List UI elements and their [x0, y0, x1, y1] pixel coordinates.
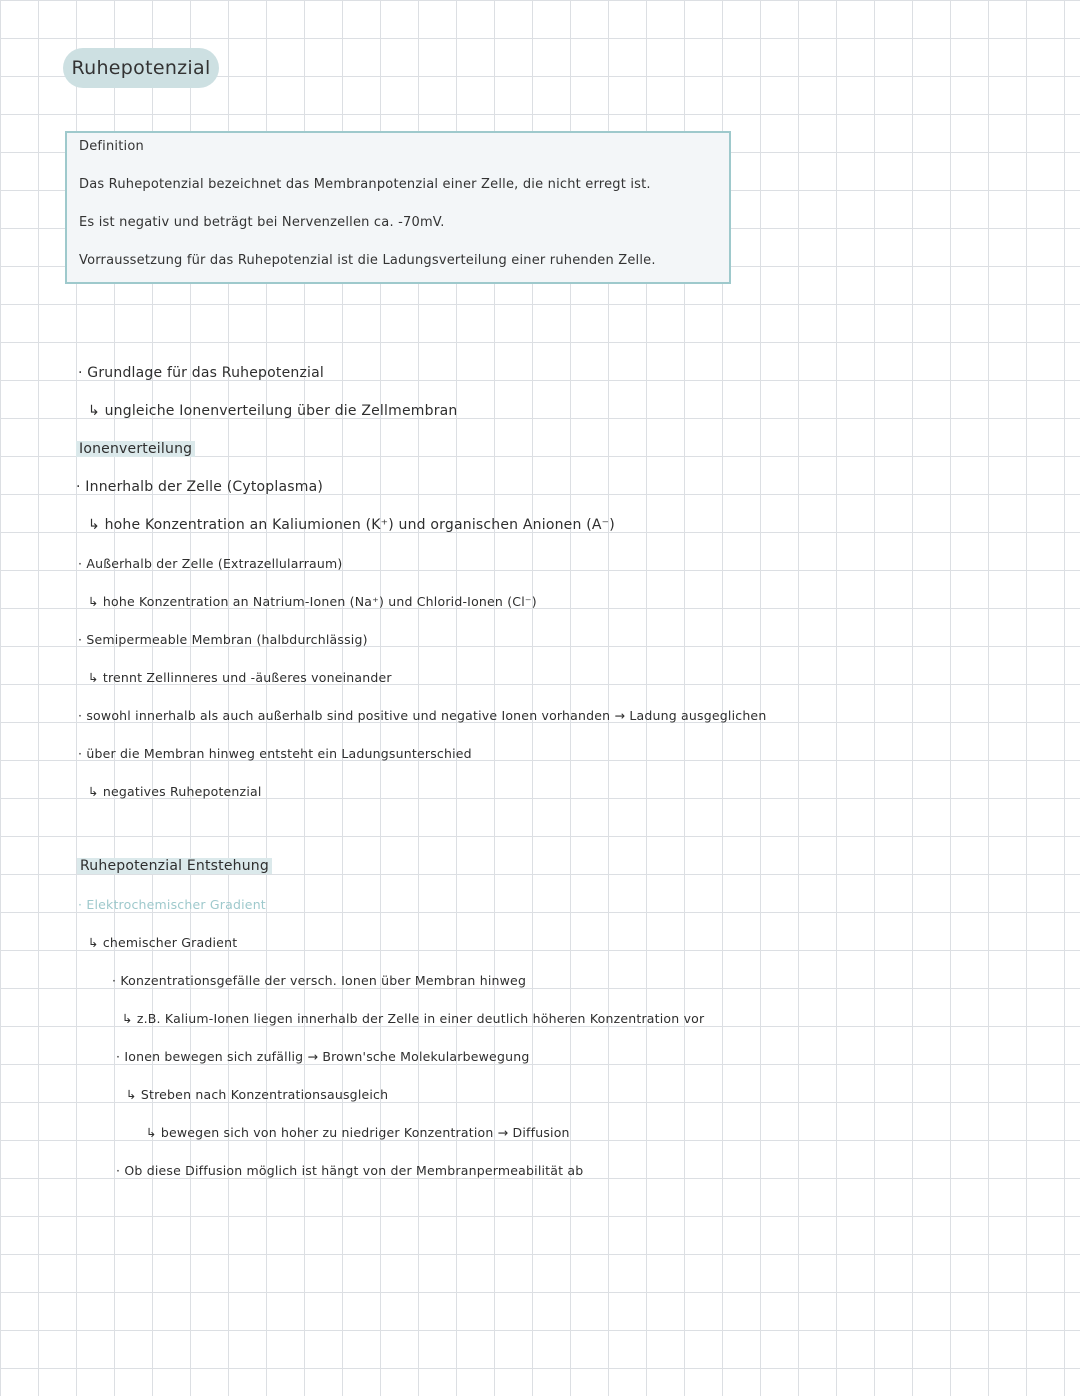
section-heading-entstehung: Ruhepotenzial Entstehung	[77, 858, 272, 874]
text-line: · sowohl innerhalb als auch außerhalb sind positive und negative Ionen vorhanden → Ladung ausgeglichen	[78, 708, 767, 723]
text-line: · Elektrochemischer Gradient	[78, 897, 266, 912]
text-line: · Ob diese Diffusion möglich ist hängt von der Membranpermeabilität ab	[116, 1163, 584, 1178]
definition-line-2: Es ist negativ und beträgt bei Nervenzellen ca. -70mV.	[79, 215, 445, 230]
text-line: · Grundlage für das Ruhepotenzial	[78, 365, 324, 381]
text-line: · über die Membran hinweg entsteht ein Ladungsunterschied	[78, 746, 472, 761]
text-line: · Außerhalb der Zelle (Extrazellularraum)	[78, 556, 343, 571]
text-line: ↳ hohe Konzentration an Kaliumionen (K⁺) und organischen Anionen (A⁻)	[88, 517, 615, 533]
text-line: · Semipermeable Membran (halbdurchlässig)	[78, 632, 368, 647]
section-heading-ionenverteilung: Ionenverteilung	[76, 441, 195, 457]
page-title: Ruhepotenzial	[63, 48, 219, 88]
text-line: ↳ chemischer Gradient	[88, 935, 238, 950]
text-line: ↳ z.B. Kalium-Ionen liegen innerhalb der Zelle in einer deutlich höheren Konzentration vor	[122, 1011, 705, 1026]
definition-line-1: Das Ruhepotenzial bezeichnet das Membranpotenzial einer Zelle, die nicht erregt ist.	[79, 177, 651, 192]
definition-line-3: Vorraussetzung für das Ruhepotenzial ist die Ladungsverteilung einer ruhenden Zelle.	[79, 253, 656, 268]
text-line: · Innerhalb der Zelle (Cytoplasma)	[76, 479, 324, 495]
text-line: ↳ trennt Zellinneres und -äußeres voneinander	[88, 670, 392, 685]
text-line: ↳ Streben nach Konzentrationsausgleich	[126, 1087, 389, 1102]
text-line: · Konzentrationsgefälle der versch. Ionen über Membran hinweg	[112, 973, 527, 988]
text-line: ↳ negatives Ruhepotenzial	[88, 784, 262, 799]
text-line: · Ionen bewegen sich zufällig → Brown'sche Molekularbewegung	[116, 1049, 530, 1064]
text-line: ↳ ungleiche Ionenverteilung über die Zellmembran	[88, 403, 458, 419]
definition-box	[65, 131, 731, 284]
text-line: ↳ hohe Konzentration an Natrium-Ionen (Na⁺) und Chlorid-Ionen (Cl⁻)	[88, 594, 537, 609]
text-line: ↳ bewegen sich von hoher zu niedriger Konzentration → Diffusion	[146, 1125, 570, 1140]
definition-heading: Definition	[79, 139, 144, 154]
